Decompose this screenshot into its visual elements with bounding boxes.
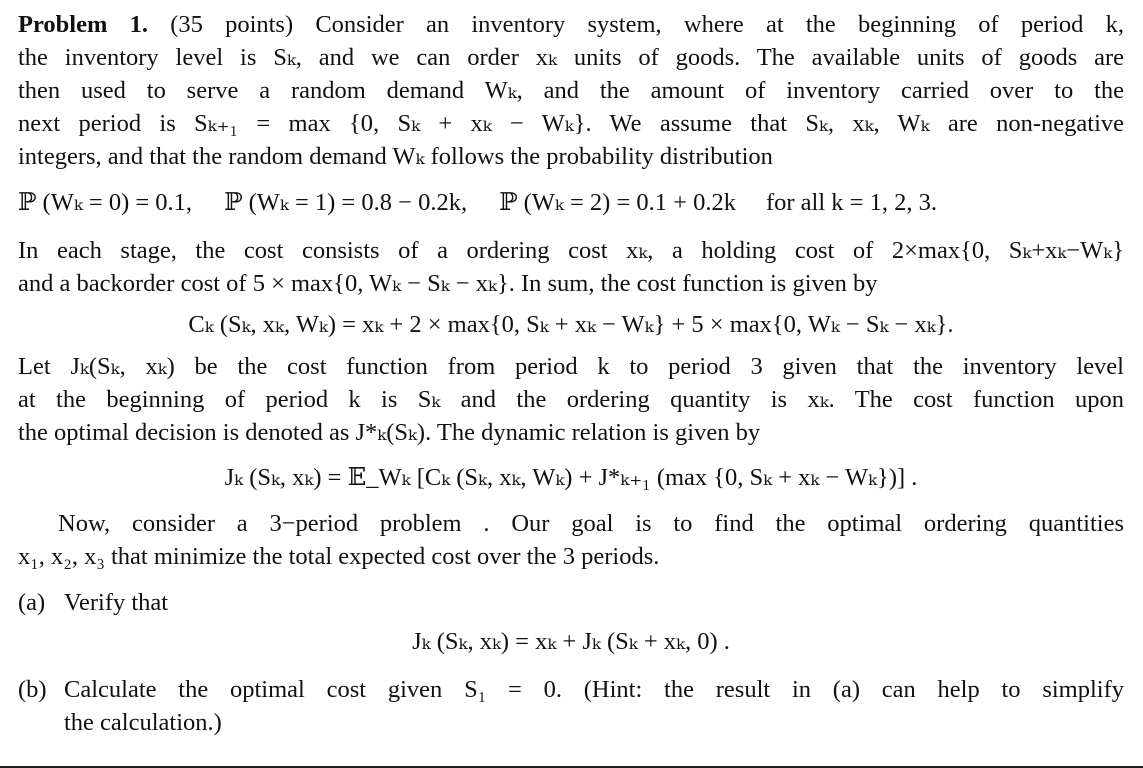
- problem-text: [18, 8, 1124, 739]
- probability-distribution: [18, 186, 1124, 220]
- part-b: [18, 673, 1124, 739]
- intro-text-1: Consider an inventory system, where at the beginning of period k,: [315, 11, 1125, 38]
- part-b-line-1: Calculate the optimal cost given S₁ = 0. (Hint: the result in (a) can help to simplify: [64, 676, 1124, 703]
- jk-line-3: the optimal decision is denoted as J*ₖ(Sₖ). The dynamic relation is given by: [18, 419, 761, 446]
- now-line-2: x₁, x₂, x₃ that minimize the total expected cost over the 3 periods.: [18, 543, 660, 570]
- prob-w0: ℙ (Wₖ = 0) = 0.1,: [18, 189, 193, 216]
- intro-line-3: then used to serve a random demand Wₖ, and the amount of inventory carried over to the: [18, 77, 1124, 104]
- intro-line-1: [18, 8, 1124, 41]
- cost-line-2: and a backorder cost of 5 × max{0, Wₖ − Sₖ − xₖ}. In sum, the cost function is given by: [18, 270, 878, 297]
- intro-line-5: integers, and that the random demand Wₖ follows the probability distribution: [18, 143, 773, 170]
- intro-line-2: the inventory level is Sₖ, and we can order xₖ units of goods. The available units of goods are: [18, 44, 1124, 71]
- part-b-line-2: the calculation.): [64, 709, 222, 736]
- prob-w2: ℙ (Wₖ = 2) = 0.1 + 0.2k: [499, 189, 736, 216]
- jk-line-2: at the beginning of period k is Sₖ and the ordering quantity is xₖ. The cost function upon: [18, 386, 1124, 413]
- jk-line-1: Let Jₖ(Sₖ, xₖ) be the cost function from period k to period 3 given that the inventory level: [18, 353, 1124, 380]
- now-line-1: Now, consider a 3−period problem . Our goal is to find the optimal ordering quantities: [58, 510, 1124, 537]
- part-b-label: (b): [18, 676, 47, 703]
- dp-equation: Jₖ (Sₖ, xₖ) = 𝔼_Wₖ [Cₖ (Sₖ, xₖ, Wₖ) + J*ₖ₊₁ (max {0, Sₖ + xₖ − Wₖ})] .: [224, 464, 918, 491]
- part-a: [18, 586, 1124, 619]
- cost-equation: Cₖ (Sₖ, xₖ, Wₖ) = xₖ + 2 × max{0, Sₖ + xₖ − Wₖ} + 5 × max{0, Wₖ − Sₖ − xₖ}.: [188, 311, 954, 338]
- problem-points: (35 points): [170, 11, 294, 38]
- part-a-equation: Jₖ (Sₖ, xₖ) = xₖ + Jₖ (Sₖ + xₖ, 0) .: [412, 628, 730, 655]
- part-a-label: (a): [18, 589, 46, 616]
- prob-w1: ℙ (Wₖ = 1) = 0.8 − 0.2k,: [224, 189, 468, 216]
- problem-heading: Problem 1.: [18, 11, 148, 38]
- intro-line-4: next period is Sₖ₊₁ = max {0, Sₖ + xₖ − Wₖ}. We assume that Sₖ, xₖ, Wₖ are non-negative: [18, 110, 1124, 137]
- cost-line-1: In each stage, the cost consists of a ordering cost xₖ, a holding cost of 2×max{0, Sₖ+xₖ−Wₖ}: [18, 237, 1124, 264]
- prob-for-all: for all k = 1, 2, 3.: [765, 189, 937, 216]
- part-a-text: Verify that: [64, 589, 169, 616]
